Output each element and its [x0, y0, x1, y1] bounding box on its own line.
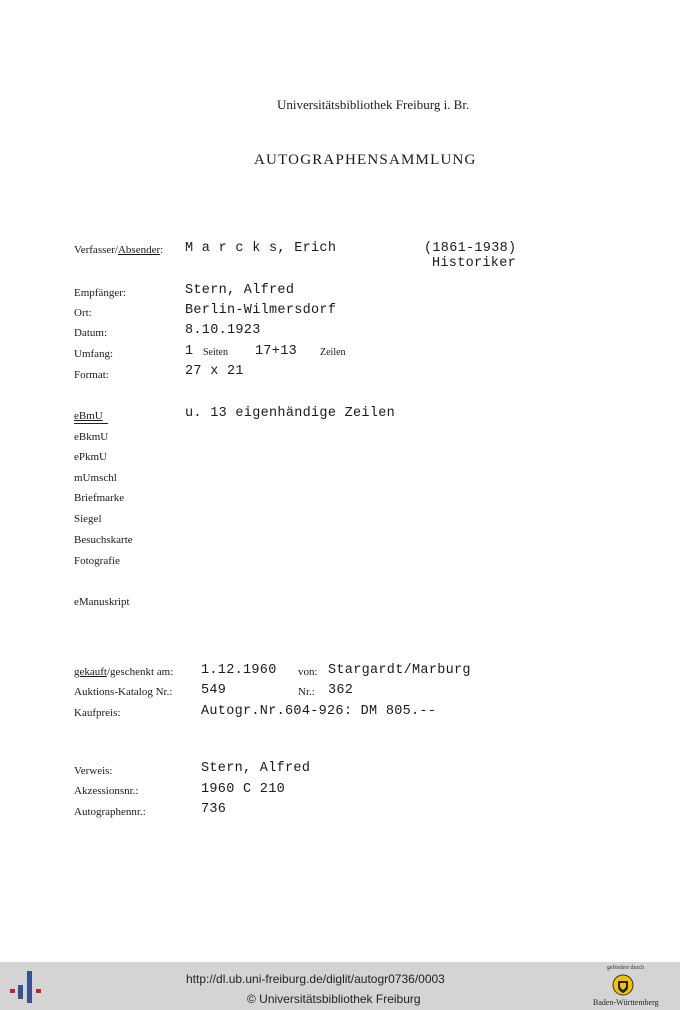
type-fotografie: Fotografie — [74, 555, 120, 567]
acquisition-label-gekauft: gekauft — [74, 666, 107, 678]
recipient-label: Empfänger: — [74, 287, 126, 299]
type-ebkmu: eBkmU — [74, 431, 109, 443]
accession-value: 1960 C 210 — [201, 782, 286, 797]
acquisition-date: 1.12.1960 — [201, 663, 277, 678]
sponsor-text-top: gefördert durch — [607, 965, 645, 971]
reference-label: Verweis: — [74, 765, 113, 777]
autograph-number-value: 736 — [201, 802, 227, 817]
date-value: 8.10.1923 — [185, 323, 261, 338]
acquisition-from-label: von: — [298, 666, 318, 678]
type-ebmu: eBmU — [74, 410, 103, 422]
accession-label: Akzessionsnr.: — [74, 785, 139, 797]
acquisition-label-geschenkt: /geschenkt am: — [106, 666, 174, 678]
extent-label: Umfang: — [74, 348, 114, 360]
type-briefmarke: Briefmarke — [74, 492, 125, 504]
type-ebmu-underline — [74, 423, 108, 424]
price-label: Kaufpreis: — [74, 707, 121, 719]
baden-wuerttemberg-crest-icon — [612, 974, 634, 996]
author-years: (1861-1938) — [424, 241, 517, 256]
collection-title: AUTOGRAPHENSAMMLUNG — [254, 152, 477, 168]
type-mumschl: mUmschl — [74, 472, 117, 484]
catalog-nr-label: Nr.: — [298, 686, 315, 698]
lines-value: 17+13 — [255, 344, 298, 359]
author-label-absender: Absender — [117, 244, 161, 256]
type-epkmu: ePkmU — [74, 451, 107, 463]
type-ebmu-value: u. 13 eigenhändige Zeilen — [185, 406, 396, 421]
recipient-value: Stern, Alfred — [185, 283, 295, 298]
author-profession: Historiker — [432, 256, 517, 271]
footer-bar — [0, 962, 680, 1010]
pages-value: 1 — [185, 344, 194, 359]
place-value: Berlin-Wilmersdorf — [185, 303, 337, 318]
author-label-verfasser: Verfasser/ — [74, 244, 118, 256]
autograph-number-label: Autographennr.: — [74, 806, 146, 818]
format-label: Format: — [74, 369, 109, 381]
acquisition-label — [74, 666, 173, 678]
author-label — [74, 244, 163, 256]
catalog-nr-value: 362 — [328, 683, 354, 698]
acquisition-from: Stargardt/Marburg — [328, 663, 471, 678]
format-value: 27 x 21 — [185, 364, 244, 379]
footer-copyright: © Universitätsbibliothek Freiburg — [247, 992, 421, 1006]
author-name: M a r c k s, Erich — [185, 241, 337, 256]
place-label: Ort: — [74, 307, 92, 319]
catalog-value: 549 — [201, 683, 227, 698]
date-label: Datum: — [74, 327, 107, 339]
lines-label: Zeilen — [320, 347, 346, 358]
library-name: Universitätsbibliothek Freiburg i. Br. — [277, 97, 470, 112]
footer-url-link[interactable]: http://dl.ub.uni-freiburg.de/diglit/autogr0736/0003 — [186, 972, 445, 986]
reference-value: Stern, Alfred — [201, 761, 311, 776]
type-emanuskript: eManuskript — [74, 596, 130, 608]
type-besuchskarte: Besuchskarte — [74, 534, 133, 546]
type-siegel: Siegel — [74, 513, 102, 525]
author-label-colon: : — [160, 244, 164, 256]
digital-library-logo-icon — [8, 969, 44, 1005]
price-value: Autogr.Nr.604-926: DM 805.-- — [201, 704, 437, 719]
catalog-label: Auktions-Katalog Nr.: — [74, 686, 173, 698]
sponsor-text-bottom: Baden-Württemberg — [593, 998, 659, 1007]
pages-label: Seiten — [203, 347, 228, 358]
